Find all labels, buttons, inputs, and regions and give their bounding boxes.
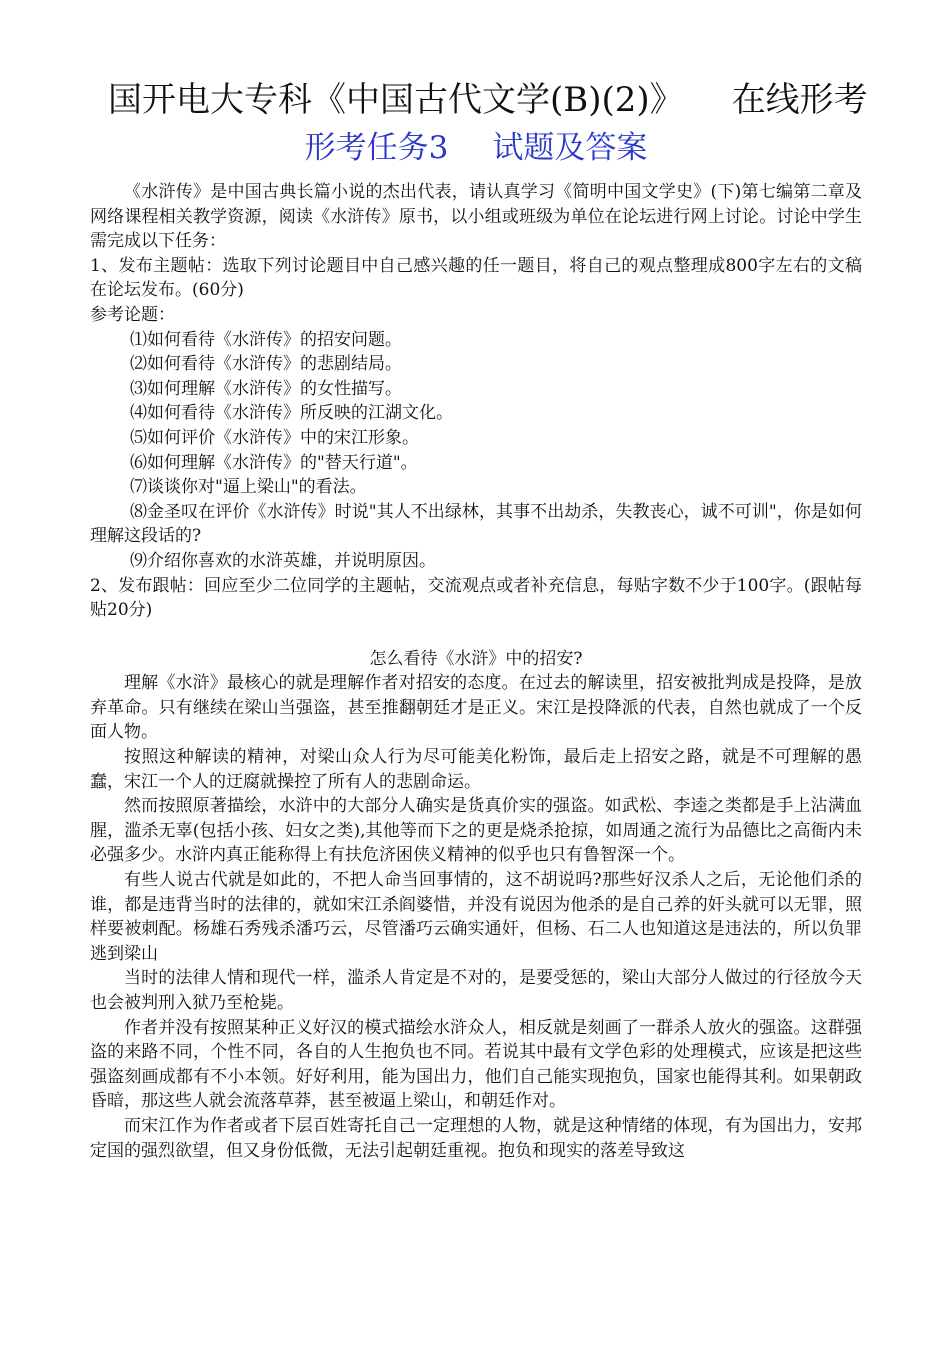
topic-item-7: ⑺谈谈你对"逼上梁山"的看法。 [130,477,367,498]
essay-paragraph: 作者并没有按照某种正义好汉的模式描绘水浒众人，相反就是刻画了一群杀人放火的强盗。这群强盗的来路不同，个性不同，各自的人生抱负也不同。若说其中最有文学色彩的处理模式，应该是把这些强盗刻画成都有不小本领。好好利用，能为国出力，他们自己能实现抱负，国家也能得其利。如果朝政昏暗，那这些人就会流落草莽，甚至被逼上梁山，和朝廷作对。 [90,1017,862,1112]
essay-title: 怎么看待《水浒》中的招安? [369,648,583,669]
essay-paragraph: 有些人说古代就是如此的，不把人命当回事情的，这不胡说吗?那些好汉杀人之后，无论他们杀的谁，都是违背当时的法律的，就如宋江杀阎婆惜，并没有说因为他杀的是自己养的奸头就可以无罪，照样要被刺配。杨雄石秀残杀潘巧云，尽管潘巧云确实通奸，但杨、石二人也知道这是违法的，所以负罪逃到梁山 [90,870,862,964]
topic-item-5: ⑸如何评价《水浒传》中的宋江形象。 [130,427,419,448]
title-suffix: 在线形考 [731,80,868,120]
document-body [90,180,862,1163]
subtitle-left: 形考任务3 [304,130,449,166]
subtitle-right: 试题及答案 [492,130,648,166]
topic-item-6: ⑹如何理解《水浒传》的"替天行道"。 [130,452,418,473]
task-1: 1、发布主题帖：选取下列讨论题目中自己感兴趣的任一题目，将自己的观点整理成800字左右的文稿在论坛发布。(60分) [90,255,862,301]
essay-paragraph: 当时的法律人情和现代一样，滥杀人肯定是不对的，是要受惩的，梁山大部分人做过的行径放今天也会被判刑入狱乃至枪毙。 [90,968,862,1013]
essay-paragraph: 理解《水浒》最核心的就是理解作者对招安的态度。在过去的解读里，招安被批判成是投降，是放弃革命。只有继续在梁山当强盗，甚至推翻朝廷才是正义。宋江是投降派的代表，自然也就成了一个反面人物。 [90,673,862,743]
topic-item-9: ⑼介绍你喜欢的水浒英雄，并说明原因。 [130,550,436,571]
topic-item-8: ⑻金圣叹在评价《水浒传》时说"其人不出绿林，其事不出劫杀，失教丧心，诚不可训"，你是如何理解这段话的? [90,501,862,547]
topic-item-3: ⑶如何理解《水浒传》的女性描写。 [130,378,402,399]
essay-paragraph: 按照这种解读的精神，对梁山众人行为尽可能美化粉饰，最后走上招安之路，就是不可理解的愚蠢，宋江一个人的迂腐就操控了所有人的悲剧命运。 [90,747,862,792]
task-2: 2、发布跟帖：回应至少二位同学的主题帖，交流观点或者补充信息，每贴字数不少于100字。(跟帖每贴20分) [90,575,862,621]
essay-paragraph: 然而按照原著描绘，水浒中的大部分人确实是货真价实的强盗。如武松、李逵之类都是手上沾满血腥，滥杀无辜(包括小孩、妇女之类),其他等而下之的更是烧杀抢掠，如周通之流行为品德比之高衙内未必强多少。水浒内真正能称得上有扶危济困侠义精神的似乎也只有鲁智深一个。 [90,796,862,866]
essay-paragraph: 而宋江作为作者或者下层百姓寄托自己一定理想的人物，就是这种情绪的体现，有为国出力，安邦定国的强烈欲望，但又身份低微，无法引起朝廷重视。抱负和现实的落差导致这 [90,1115,862,1161]
intro-paragraph: 《水浒传》是中国古典长篇小说的杰出代表，请认真学习《简明中国文学史》(下)第七编第二章及网络课程相关教学资源，阅读《水浒传》原书，以小组或班级为单位在论坛进行网上讨论。讨论中学生需完成以下任务： [90,182,862,252]
document-title [90,78,868,122]
document-subtitle [90,126,862,170]
document-page [90,78,868,1163]
title-main: 国开电大专科《中国古代文学(B)(2)》 [108,80,684,120]
topic-item-2: ⑵如何看待《水浒传》的悲剧结局。 [130,354,402,375]
topic-item-1: ⑴如何看待《水浒传》的招安问题。 [130,329,402,350]
reference-topics-label: 参考论题： [90,304,175,325]
topic-item-4: ⑷如何看待《水浒传》所反映的江湖文化。 [130,403,453,424]
section-spacer [90,623,862,647]
